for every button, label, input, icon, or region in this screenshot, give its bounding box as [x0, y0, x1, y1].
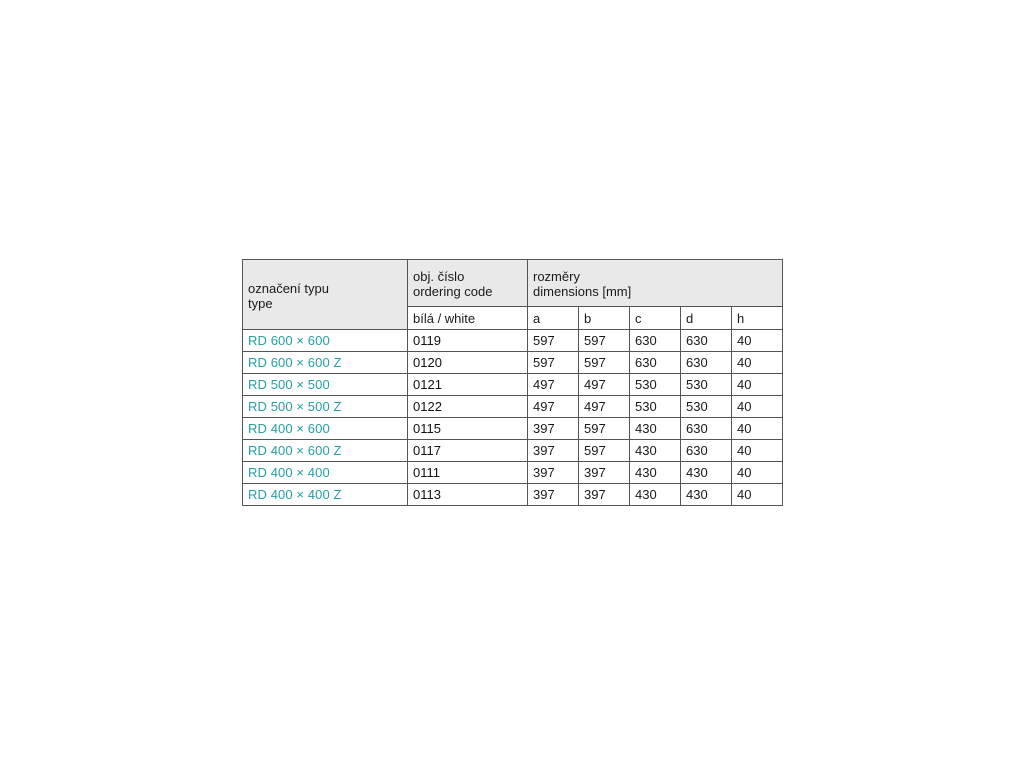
- table-row: [243, 462, 783, 484]
- product-spec-table: [242, 259, 783, 506]
- color-label: bílá / white: [408, 307, 528, 330]
- dim-c-cell: 430: [630, 418, 681, 440]
- code-cell: 0119: [408, 330, 528, 352]
- type-header-en: type: [248, 295, 273, 311]
- dim-a-cell: 497: [528, 374, 579, 396]
- dim-b-cell: 397: [579, 462, 630, 484]
- dim-a-cell: 397: [528, 462, 579, 484]
- dim-a-cell: 597: [528, 330, 579, 352]
- dim-b-cell: 497: [579, 374, 630, 396]
- dim-c-cell: 630: [630, 330, 681, 352]
- dim-h-cell: 40: [732, 374, 783, 396]
- code-column-header: [408, 260, 528, 307]
- dim-d-cell: 630: [681, 440, 732, 462]
- dim-a-cell: 397: [528, 484, 579, 506]
- dim-b-cell: 597: [579, 418, 630, 440]
- dim-h-cell: 40: [732, 418, 783, 440]
- dim-d-cell: 630: [681, 330, 732, 352]
- dim-c-cell: 430: [630, 462, 681, 484]
- dim-h-cell: 40: [732, 484, 783, 506]
- type-cell: RD 400 × 400 Z: [243, 484, 408, 506]
- dim-b-cell: 597: [579, 330, 630, 352]
- dim-d-cell: 430: [681, 462, 732, 484]
- dim-c-header: c: [630, 307, 681, 330]
- dim-h-cell: 40: [732, 462, 783, 484]
- table-row: [243, 352, 783, 374]
- dim-c-cell: 430: [630, 484, 681, 506]
- dimensions-column-header: [528, 260, 783, 307]
- type-cell: RD 500 × 500 Z: [243, 396, 408, 418]
- dim-d-header: d: [681, 307, 732, 330]
- type-cell: RD 600 × 600 Z: [243, 352, 408, 374]
- type-cell: RD 600 × 600: [243, 330, 408, 352]
- dim-b-cell: 597: [579, 440, 630, 462]
- table-header-row: [243, 260, 783, 307]
- code-cell: 0117: [408, 440, 528, 462]
- dimensions-header-cz: rozměry: [533, 269, 580, 284]
- dim-d-cell: 530: [681, 396, 732, 418]
- table-row: [243, 374, 783, 396]
- dim-a-header: a: [528, 307, 579, 330]
- dim-h-cell: 40: [732, 396, 783, 418]
- dim-c-cell: 530: [630, 396, 681, 418]
- code-cell: 0113: [408, 484, 528, 506]
- dim-b-cell: 597: [579, 352, 630, 374]
- type-cell: RD 500 × 500: [243, 374, 408, 396]
- dim-h-cell: 40: [732, 352, 783, 374]
- dim-b-header: b: [579, 307, 630, 330]
- code-cell: 0115: [408, 418, 528, 440]
- dim-c-cell: 630: [630, 352, 681, 374]
- dim-c-cell: 430: [630, 440, 681, 462]
- dim-a-cell: 597: [528, 352, 579, 374]
- type-cell: RD 400 × 400: [243, 462, 408, 484]
- dim-h-header: h: [732, 307, 783, 330]
- dim-b-cell: 397: [579, 484, 630, 506]
- table-row: [243, 440, 783, 462]
- code-cell: 0120: [408, 352, 528, 374]
- dim-a-cell: 497: [528, 396, 579, 418]
- code-cell: 0121: [408, 374, 528, 396]
- code-cell: 0122: [408, 396, 528, 418]
- type-header-cz: označení typu: [248, 280, 329, 296]
- table-row: [243, 418, 783, 440]
- type-cell: RD 400 × 600: [243, 418, 408, 440]
- table-row: [243, 330, 783, 352]
- dimensions-header-en: dimensions [mm]: [533, 284, 632, 299]
- code-header-en: ordering code: [413, 284, 493, 299]
- code-cell: 0111: [408, 462, 528, 484]
- dim-a-cell: 397: [528, 440, 579, 462]
- dim-b-cell: 497: [579, 396, 630, 418]
- dim-d-cell: 630: [681, 418, 732, 440]
- dim-h-cell: 40: [732, 440, 783, 462]
- dim-c-cell: 530: [630, 374, 681, 396]
- dim-d-cell: 630: [681, 352, 732, 374]
- type-cell: RD 400 × 600 Z: [243, 440, 408, 462]
- dim-d-cell: 430: [681, 484, 732, 506]
- type-column-header: [243, 260, 408, 330]
- code-header-cz: obj. číslo: [413, 269, 465, 284]
- table-row: [243, 484, 783, 506]
- dim-h-cell: 40: [732, 330, 783, 352]
- dim-d-cell: 530: [681, 374, 732, 396]
- dim-a-cell: 397: [528, 418, 579, 440]
- table-row: [243, 396, 783, 418]
